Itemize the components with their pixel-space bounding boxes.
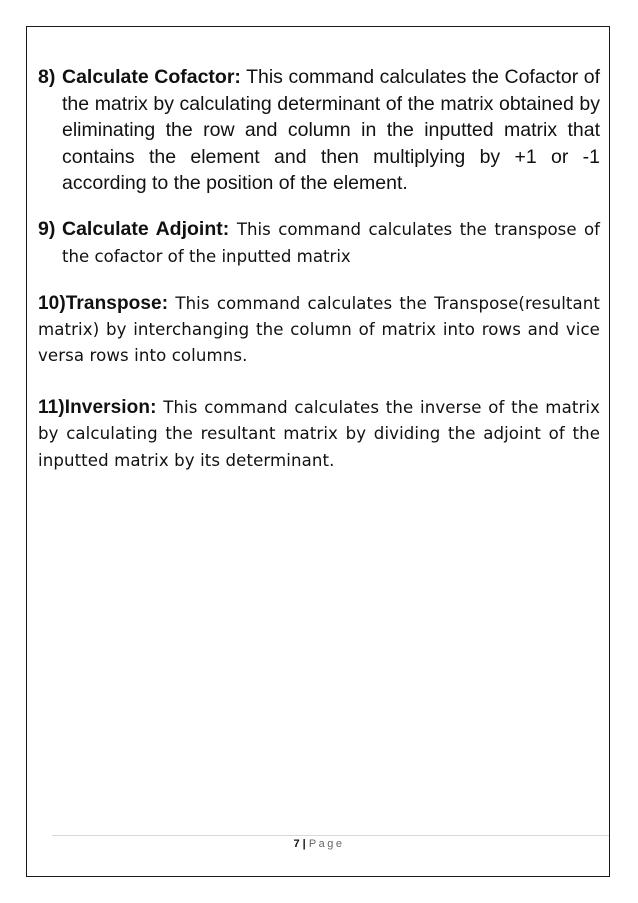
list-item-adjoint: [38, 216, 600, 271]
list-item-inversion: [38, 395, 600, 474]
item-text: This command calculates the Transpose(resultant matrix) by interchanging the column of matrix into rows and vice versa rows into columns.: [38, 293, 600, 366]
item-heading: Calculate Cofactor:: [62, 66, 241, 88]
item-number: 8): [38, 66, 56, 88]
item-number: 9): [38, 217, 56, 240]
item-number: 11): [38, 396, 65, 418]
item-text: This command calculates the Cofactor of the matrix by calculating determinant of the matrix obtained by eliminating the row and column in the inputted matrix that contains the element and then multiplying by +1 or -1 according to the position of the element.: [62, 66, 600, 194]
item-body: [62, 64, 600, 197]
document-body: [38, 64, 600, 474]
item-heading: Calculate Adjoint:: [62, 217, 230, 240]
item-heading: Inversion:: [64, 396, 157, 418]
footer-divider: [52, 835, 609, 836]
item-number: 10): [38, 292, 66, 314]
item-heading: Transpose:: [65, 292, 169, 314]
item-text: This command calculates the inverse of the matrix by calculating the resultant matrix by dividing the adjoint of the inputted matrix by its determinant.: [38, 397, 600, 470]
list-item-transpose: [38, 291, 600, 370]
footer-separator: |: [302, 838, 306, 850]
item-text: This command calculates the transpose of the cofactor of the inputted matrix: [62, 219, 600, 266]
page-label: Page: [308, 838, 345, 850]
page-footer: [0, 838, 638, 850]
page-number: 7: [293, 838, 300, 850]
list-item-cofactor: [38, 64, 600, 197]
item-body: [62, 216, 600, 271]
